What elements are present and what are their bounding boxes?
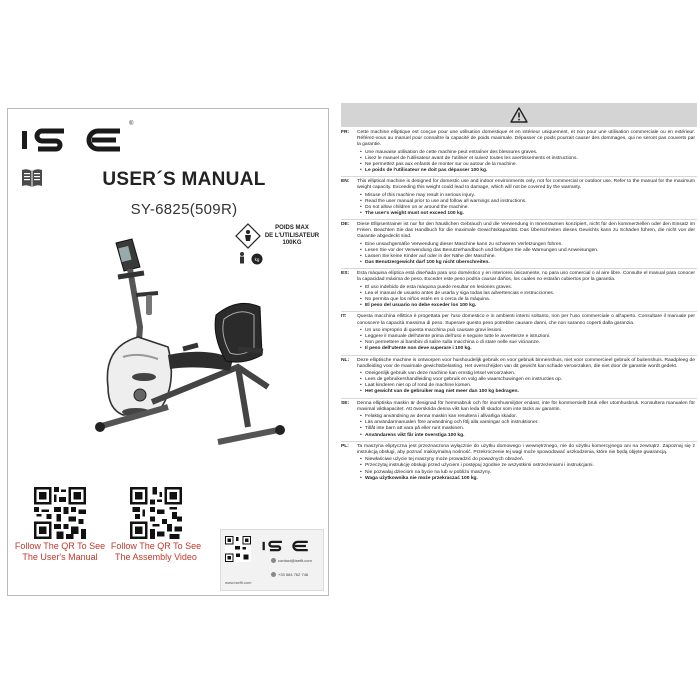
mini-qr-code-icon[interactable]	[225, 536, 251, 562]
section-body	[357, 358, 695, 396]
max-weight-line2: DE L'UTILISATEUR	[264, 232, 320, 239]
email-icon	[271, 558, 276, 563]
warning-item: • Non permettere ai bambini di salire sulla macchina o di stare nelle sue vicinanze.	[360, 340, 695, 346]
language-code: SE:	[341, 400, 350, 406]
warning-item: • Laat kinderen niet op of rond de machine komen.	[360, 383, 695, 389]
contact-email-row	[271, 558, 312, 563]
section-body	[357, 179, 695, 217]
qr-assembly-video[interactable]	[110, 487, 202, 562]
language-code: ES:	[341, 271, 350, 277]
qr-code-icon[interactable]	[34, 487, 86, 539]
language-code: NL:	[341, 357, 350, 363]
qr-caption-line2: The User's Manual	[22, 551, 98, 562]
section-intro: Questa macchina ellittica è progettata per l'uso domestico e in ambienti interni soltanto, non per l'uso commerciale o all'aperto. Consultare il manuale per conoscere la capacità massima di peso. Superare questo peso potrebbe causare danni, che non saranno coperti dalla garanzia.	[357, 314, 695, 326]
warning-item: • Niewłaściwe użycie tej maszyny może prowadzić do poważnych obrażeń.	[360, 457, 695, 463]
qr-caption-line1: Follow The QR To See	[110, 541, 202, 551]
manual-title: USER´S MANUAL	[102, 169, 266, 190]
warning-list	[357, 285, 695, 309]
warning-list	[357, 328, 695, 352]
warning-item: • Misuse of this machine may result in serious injury.	[360, 193, 695, 199]
section-intro: This elliptical machine is designed for domestic use and indoor environments only, not for commercial or outdoor use. Refer to the manual for the maximum weight capacity. Exceeding this weight could lead to damage, which will not be covered by the warranty.	[357, 179, 695, 191]
warning-item: • No permita que los niños estén en o cerca de la máquina.	[360, 297, 695, 303]
section-body	[357, 401, 695, 439]
weight-limit-warning: • Användarens vikt får inte överstiga 100 kg.	[360, 433, 695, 439]
warning-list	[357, 242, 695, 266]
section-intro: Ta maszyna eliptyczna jest przeznaczona wyłącznie do użytku domowego i wewnętrznego, nie do użytku komercyjnego ani na zewnątrz. Zapoznaj się z instrukcją obsługi, aby poznać maksymalną nośność. Przekroczenie tej wagi może spowodować uszkodzenia, które nie będą objęte gwarancją.	[357, 443, 695, 455]
warning-item: • Un uso improprio di questa macchina può causare gravi lesioni.	[360, 328, 695, 334]
safety-warnings-page	[341, 103, 697, 688]
warning-item: • Nie pozwalaj dzieciom na bycie na lub w pobliżu maszyny.	[360, 470, 695, 476]
weight-limit-warning: • Le poids de l'utilisateur ne doit pas dépasser 100 kg.	[360, 168, 695, 174]
brand-logo	[20, 127, 130, 153]
section-intro: Deze elliptische machine is ontworpen voor huishoudelijk gebruik en voor gebruik binnenshuis, niet voor commercieel gebruik of buitenshuis. Raadpleeg de handleiding voor de maximale gewichtsbelasting. Het overschrijden van dit gewicht kan schade veroorzaken, die niet door de garantie wordt gedekt.	[357, 357, 695, 369]
weight-limit-warning: • El peso del usuario no debe exceder los 100 kg.	[360, 303, 695, 309]
warning-list	[357, 414, 695, 438]
section-body	[357, 444, 695, 482]
qr-caption-line1: Follow The QR To See	[14, 541, 106, 551]
model-number: SY-6825(509R)	[130, 201, 238, 218]
qr-user-manual[interactable]	[14, 487, 106, 562]
language-code: EN:	[341, 179, 350, 185]
warning-item: • Läs användarmanualen före användning och följ alla varningar och instruktioner.	[360, 420, 695, 426]
recumbent-bike-illustration	[48, 237, 298, 462]
section-intro: Cette machine elliptique est conçue pour une utilisation domestique et en intérieur uniquement, et non pour une utilisation commerciale ou en extérieur. Référez-vous au manuel pour connaître la capacité de poids maximale. Dépasser ce poids pourrait causer des dommages, qui ne seront pas couverts par la garantie.	[357, 130, 695, 148]
warning-item: • Ne permettez pas aux enfants de monter sur ou autour de la machine.	[360, 162, 695, 168]
cover-page	[7, 108, 329, 596]
warning-list	[357, 457, 695, 481]
warning-item: • Tillåt inte barn att vara på eller runt maskinen.	[360, 426, 695, 432]
qr-user-manual-caption	[14, 541, 106, 562]
language-sections	[341, 128, 697, 484]
contact-phone[interactable]: +33 584 762 748	[278, 572, 309, 577]
warning-item: • Oneigenlijk gebruik van deze machine kan ernstig letsel veroorzaken.	[360, 371, 695, 377]
section-body	[357, 222, 695, 266]
warning-item: • Przeczytaj instrukcję obsługi przed użyciem i postępuj zgodnie ze wszystkimi ostrzeżeniami i instrukcjami.	[360, 463, 695, 469]
section-intro: Denna elliptiska maskin är designad för hemmabruk och för inomhusmiljöer endast, inte för kommersiellt bruk eller utomhusbruk. Konsultera manualen för maximal viktkapacitet. Att överskrida denna vikt kan leda till skador som inte täcks av garantin.	[357, 400, 695, 412]
svg-text:kg: kg	[254, 257, 260, 262]
language-section	[341, 219, 697, 268]
warning-item: • Lees de gebruikershandleiding voor gebruik en volg alle waarschuwingen en instructies op.	[360, 377, 695, 383]
warning-list	[357, 193, 695, 217]
weight-limit-warning: • Het gewicht van de gebruiker mag niet meer dan 100 kg bedragen.	[360, 389, 695, 395]
contact-card	[220, 529, 324, 591]
section-body	[357, 271, 695, 309]
weight-limit-warning: • Il peso dell'utente non deve superare i 100 kg.	[360, 346, 695, 352]
warning-item: • Lassen Sie keine Kinder auf oder in der Nähe der Maschine.	[360, 254, 695, 260]
language-section	[341, 311, 697, 354]
warning-item: • Do not allow children on or around the machine.	[360, 205, 695, 211]
language-code: FR:	[341, 130, 350, 135]
warning-item: • Leggere il manuale dell'utente prima dell'uso e seguire tutte le avvertenze e istruzioni.	[360, 334, 695, 340]
max-weight-line1: POIDS MAX	[275, 225, 309, 231]
weight-limit-warning: • The user's weight must not exceed 100 kg.	[360, 211, 695, 217]
warning-item: • Une mauvaise utilisation de cette machine peut entraîner des blessures graves.	[360, 150, 695, 156]
qr-caption-line2: The Assembly Video	[115, 551, 197, 562]
qr-code-icon[interactable]	[130, 487, 182, 539]
qr-assembly-video-caption	[110, 541, 202, 562]
registered-mark: ®	[129, 121, 134, 127]
section-body	[357, 314, 695, 352]
warning-item: • Lesen Sie vor der Verwendung das Benutzerhandbuch und befolgen Sie alle Warnungen und Anweisungen.	[360, 248, 695, 254]
language-code: PL:	[341, 443, 349, 449]
warning-item: • Read the user manual prior to use and follow all warnings and instructions.	[360, 199, 695, 205]
weight-limit-warning: • Waga użytkownika nie może przekraczać 100 kg.	[360, 476, 695, 482]
language-section	[341, 398, 697, 441]
contact-email[interactable]: contact@iseflt.com	[278, 558, 312, 563]
weight-limit-warning: • Das Benutzergewicht darf 100 kg nicht überschreiten.	[360, 260, 695, 266]
contact-url[interactable]: www.iseflt.com	[225, 580, 252, 585]
language-section	[341, 128, 697, 176]
language-section	[341, 176, 697, 219]
warning-list	[357, 150, 695, 174]
language-section	[341, 355, 697, 398]
warning-list	[357, 371, 695, 395]
warning-item: • Felaktig användning av denna maskin kan resultera i allvarliga skador.	[360, 414, 695, 420]
warning-triangle-icon	[510, 107, 528, 123]
language-code: IT:	[341, 314, 347, 320]
warning-item: • Eine unsachgemäße Verwendung dieser Maschine kann zu schweren Verletzungen führen.	[360, 242, 695, 248]
warning-item: • Lea el manual de usuario antes de usarla y siga todas las advertencias e instrucciones.	[360, 291, 695, 297]
section-body	[357, 130, 695, 174]
section-intro: Diese Ellipsentrainer ist nur für den häuslichen Gebrauch und die Verwendung in Innenräumen konzipiert, nicht für den kommerziellen oder den Einsatz im Freien. Beachten Sie das Handbuch für die maximale Gewichtskapazität. Das Überschreiten dieses Gewichts kann zu Schäden führen, die nicht von der Garantie abgedeckt sind.	[357, 222, 695, 240]
contact-phone-row	[271, 572, 308, 577]
mini-brand-logo	[261, 540, 313, 552]
warning-item: • El uso indebido de esta máquina puede resultar en lesiones graves.	[360, 285, 695, 291]
language-code: DE:	[341, 222, 350, 228]
warning-item: • Lisez le manuel de l'utilisateur avant de l'utiliser et suivez toutes les avertissements et instructions.	[360, 156, 695, 162]
max-weight-line3: 100KG	[282, 240, 302, 246]
section-intro: Esta máquina elíptica está diseñada para uso doméstico y en interiores únicamente, no para uso comercial o al aire libre. Consulte el manual para conocer la capacidad máxima de peso. Exceder este peso podría causar daños, los cuales no estarán cubiertos por la garantía.	[357, 271, 695, 283]
language-section	[341, 441, 697, 484]
warning-header	[341, 103, 697, 127]
phone-icon	[271, 572, 276, 577]
language-section	[341, 268, 697, 311]
